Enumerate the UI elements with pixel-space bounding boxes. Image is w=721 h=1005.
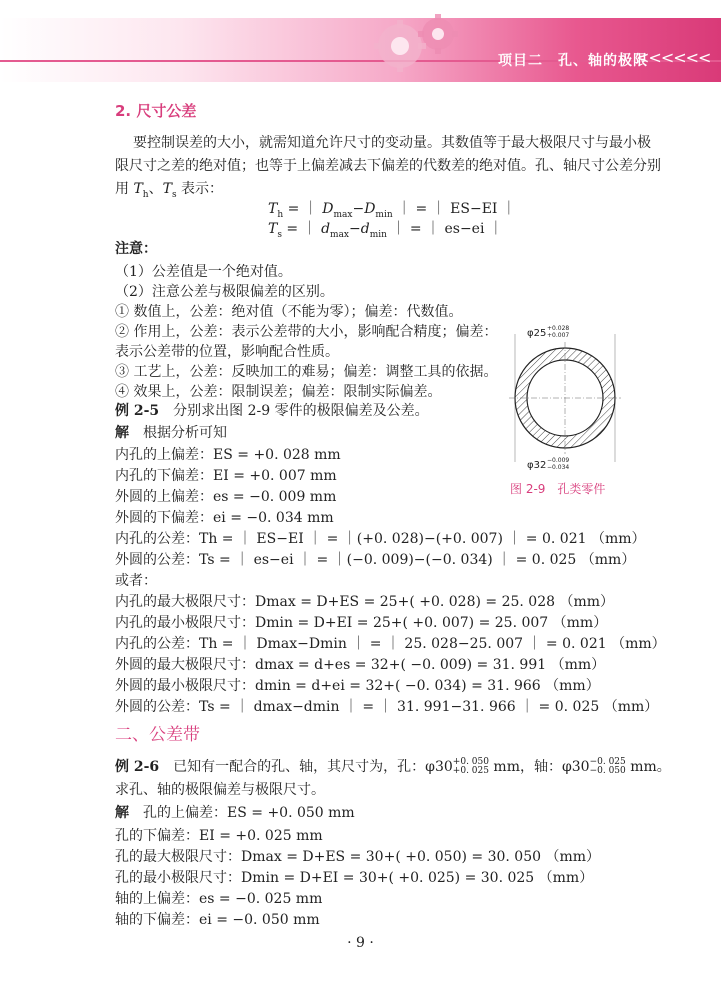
shaft-upper-deviation: −0. 025 <box>589 757 626 767</box>
chevron-decoration-icon: <<<<<< <box>636 48 711 67</box>
figure-2-9-ring-part <box>505 322 625 472</box>
paragraph-line: 用 $T_h$、$T_s$ 表示： <box>115 181 224 200</box>
outer-lower-deviation: −0.034 <box>547 464 570 471</box>
inner-upper-deviation: +0.028 <box>547 325 570 332</box>
solution-text: 根据分析可知 <box>143 425 227 441</box>
page-header <box>0 0 721 82</box>
note-item: （1）公差值是一个绝对值。 <box>115 264 292 280</box>
example-label: 例 2-6 <box>115 759 160 775</box>
solution-text: 孔的上偏差：ES = +0. 050 mm <box>143 805 355 821</box>
formula-ts: $T_s$ = ｜ $d_{max}-d_{min}$ ｜ = ｜ es−ei ｜ <box>268 221 503 240</box>
solution-label: 解 <box>115 425 129 441</box>
example-text: mm，轴：φ30 <box>488 759 590 775</box>
note-item: ① 数值上，公差：绝对值（不能为零）；偏差：代数值。 <box>115 304 463 320</box>
example-text: 分别求出图 2-9 零件的极限偏差及公差。 <box>173 403 429 419</box>
solution-line: 内孔的上偏差：ES = +0. 028 mm <box>115 447 341 463</box>
solution-line: 内孔的公差：Th = ｜ Dmax−Dmin ｜ = ｜ 25. 028−25. 007 ｜ = 0. 021 （mm） <box>115 636 666 652</box>
section-heading: 二、公差带 <box>115 725 200 745</box>
solution-line: 孔的最大极限尺寸：Dmax = D+ES = 30+( +0. 050) = 30. 050 （mm） <box>115 849 601 865</box>
page-number: · 9 · <box>347 935 374 951</box>
example-text: 求孔、轴的极限偏差与极限尺寸。 <box>115 782 325 798</box>
outer-upper-deviation: −0.009 <box>547 457 570 464</box>
inner-lower-deviation: +0.007 <box>547 332 570 339</box>
note-item: 表示公差带的位置，影响配合性质。 <box>115 344 339 360</box>
hole-upper-deviation: +0. 050 <box>452 757 489 767</box>
solution-intro <box>115 424 227 442</box>
solution-line: 孔的最小极限尺寸：Dmin = D+EI = 30+( +0. 025) = 30. 025 （mm） <box>115 870 594 886</box>
note-item: ② 作用上，公差：表示公差带的大小，影响配合精度；偏差： <box>115 324 498 340</box>
solution-line: 内孔的最大极限尺寸：Dmax = D+ES = 25+( +0. 028) = 25. 028 （mm） <box>115 594 615 610</box>
subsection-heading: 2. 尺寸公差 <box>115 102 197 120</box>
note-item: （2）注意公差与极限偏差的区别。 <box>115 284 334 300</box>
shaft-lower-deviation: −0. 050 <box>589 766 626 776</box>
gear-decoration-icon <box>360 6 470 76</box>
paragraph-line: 要控制误差的大小，就需知道允许尺寸的变动量。其数值等于最大极限尺寸与最小极 <box>133 135 651 151</box>
inner-diameter-label: φ25 <box>527 328 547 339</box>
hole-lower-deviation: +0. 025 <box>452 766 489 776</box>
solution-line: 轴的下偏差：ei = −0. 050 mm <box>115 912 320 928</box>
solution-label: 解 <box>115 805 129 821</box>
solution-line: 外圆的最小极限尺寸：dmin = d+ei = 32+( −0. 034) = 31. 966 （mm） <box>115 678 600 694</box>
solution-line: 外圆的公差：Ts = ｜ dmax−dmin ｜ = ｜ 31. 991−31. 966 ｜ = 0. 025 （mm） <box>115 699 659 715</box>
outer-diameter-label: φ32 <box>527 460 547 471</box>
solution-line: 或者： <box>115 573 157 589</box>
paragraph-line: 限尺寸之差的绝对值；也等于上偏差减去下偏差的代数差的绝对值。孔、轴尺寸公差分别 <box>115 158 661 174</box>
solution-line <box>115 804 355 822</box>
solution-line: 外圆的下偏差：ei = −0. 034 mm <box>115 510 334 526</box>
example-2-6-statement <box>115 758 671 776</box>
solution-line: 内孔的公差：Th = ｜ ES−EI ｜ = ｜(+0. 028)−(+0. 007) ｜ = 0. 021 （mm） <box>115 531 646 547</box>
notes-title: 注意： <box>115 241 157 257</box>
note-item: ④ 效果上，公差：限制误差；偏差：限制实际偏差。 <box>115 384 442 400</box>
chapter-title: 项目二 孔、轴的极限 <box>498 53 648 69</box>
example-text: 已知有一配合的孔、轴，其尺寸为，孔：φ30 <box>173 759 453 775</box>
example-label: 例 2-5 <box>115 403 160 419</box>
solution-line: 内孔的下偏差：EI = +0. 007 mm <box>115 468 337 484</box>
example-2-5-statement <box>115 402 429 420</box>
solution-line: 外圆的最大极限尺寸：dmax = d+es = 32+( −0. 009) = 31. 991 （mm） <box>115 657 606 673</box>
solution-line: 外圆的上偏差：es = −0. 009 mm <box>115 489 337 505</box>
solution-line: 孔的下偏差：EI = +0. 025 mm <box>115 828 323 844</box>
figure-caption: 图 2-9 孔类零件 <box>510 482 606 496</box>
example-text: mm。 <box>625 759 671 775</box>
note-item: ③ 工艺上，公差：反映加工的难易；偏差：调整工具的依据。 <box>115 364 498 380</box>
formula-th: $T_h$ = ｜ $D_{max}-D_{min}$ ｜ = ｜ ES−EI ｜ <box>268 201 516 220</box>
solution-line: 外圆的公差：Ts = ｜ es−ei ｜ = ｜(−0. 009)−(−0. 034) ｜ = 0. 025 （mm） <box>115 552 636 568</box>
solution-line: 轴的上偏差：es = −0. 025 mm <box>115 891 323 907</box>
solution-line: 内孔的最小极限尺寸：Dmin = D+EI = 25+( +0. 007) = 25. 007 （mm） <box>115 615 608 631</box>
